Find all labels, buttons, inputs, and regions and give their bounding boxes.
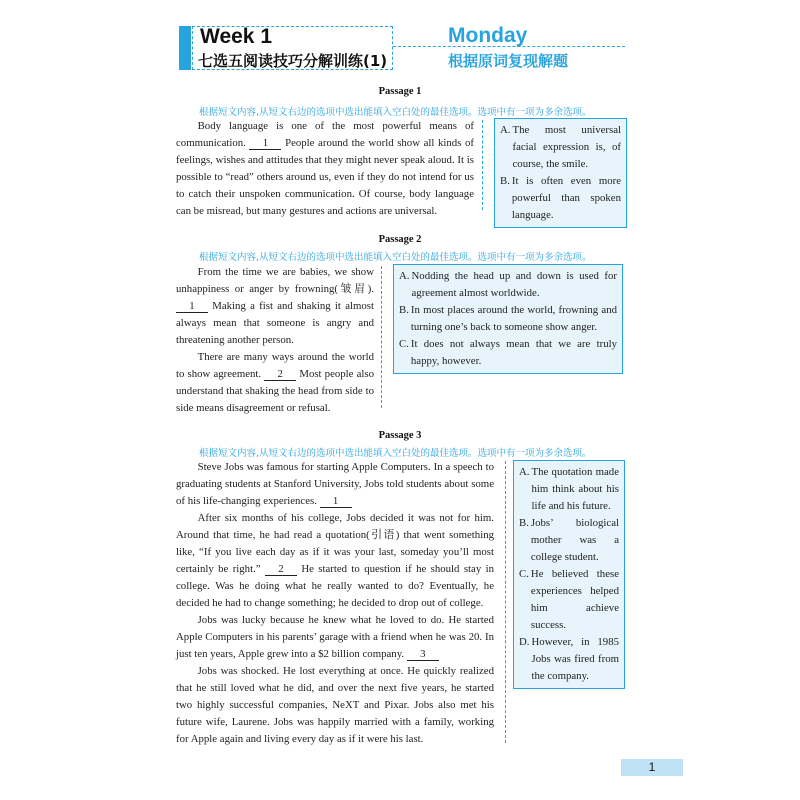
option-text: Jobs’ biological mother was a college student.	[530, 517, 619, 563]
passage-3-divider	[505, 461, 506, 743]
paragraph	[176, 612, 494, 663]
option-item	[519, 515, 619, 566]
option-item	[399, 336, 617, 370]
paragraph-text: People around the world show all kinds of feelings, wishes and attitudes that they might never speak aloud. It is possible to “read” others around us, even if they do not intend for us to catch their unspoken communication. Of course, body language can be misread, but many gestures and actions are universal.	[176, 137, 474, 217]
paragraph	[176, 459, 494, 510]
option-item	[500, 173, 621, 224]
option-item	[519, 634, 619, 685]
paragraph-text: Making a fist and shaking it almost always mean that someone is angry and threatening another person.	[176, 300, 374, 346]
paragraph	[176, 510, 494, 612]
option-text: It does not always mean that we are truly happy, however.	[410, 338, 617, 367]
passage-3-body	[176, 459, 494, 748]
paragraph	[176, 663, 494, 748]
paragraph-text: Most people also understand that shaking the head from side to side means disagreement or refusal.	[176, 368, 374, 414]
option-label: C.	[399, 338, 409, 350]
passage-1-title: Passage 1	[378, 86, 422, 97]
header-accent-bar	[179, 26, 191, 70]
passage-2-divider	[381, 266, 382, 408]
passage-1-body	[176, 118, 474, 220]
option-label: A.	[519, 466, 530, 478]
paragraph-text: After six months of his college, Jobs decided it was not for him. Around that time, he had read a quotation(引语) that went something like, “If you live each day as if it was your last, someday you’ll most certainly be right.”	[176, 512, 494, 575]
option-label: C.	[519, 568, 529, 580]
passage-2-title: Passage 2	[378, 234, 422, 245]
paragraph-text: Body language is one of the most powerful means of communication.	[176, 120, 474, 149]
answer-blank[interactable]: 1	[249, 137, 281, 150]
paragraph-text: Jobs was lucky because he knew what he loved to do. He started Apple Computers in his parents’ garage with a friend when he was 20. In just ten years, Apple grew into a $2 billion company.	[176, 614, 494, 660]
passage-1-divider	[482, 120, 483, 210]
passage-2-options	[393, 264, 623, 374]
paragraph-text: Jobs was shocked. He lost everything at once. He quickly realized that he still loved what he did, and over the next five years, he started two highly successful companies, NeXT and Pixar. Jobs also met his future wife, Laurene. Jobs was happily married with a family, working for Apple again and living every day as if it were his last.	[176, 665, 494, 745]
answer-blank[interactable]: 2	[265, 563, 297, 576]
passage-2-instruction: 根据短文内容,从短文右边的选项中选出能填入空白处的最佳选项。选项中有一项为多余选项。	[199, 252, 592, 263]
page-number: 1	[621, 759, 683, 776]
paragraph	[176, 264, 374, 349]
option-label: B.	[399, 304, 409, 316]
unit-subtitle: 七选五阅读技巧分解训练(1)	[198, 52, 388, 70]
option-item	[500, 122, 621, 173]
option-text: He believed these experiences helped him achieve success.	[530, 568, 619, 631]
day-subtitle: 根据原词复现解题	[448, 52, 569, 70]
paragraph	[176, 118, 474, 220]
option-label: B.	[500, 175, 510, 187]
paragraph-text: He started to question if he should stay in college. Was he doing what he really wanted to do? Eventually, he decided he had to change something; he decided to drop out of college.	[176, 563, 494, 609]
paragraph-text: There are many ways around the world to show agreement.	[176, 351, 374, 380]
passage-3-title: Passage 3	[378, 430, 422, 441]
option-item	[399, 268, 617, 302]
option-item	[399, 302, 617, 336]
passage-1-instruction: 根据短文内容,从短文右边的选项中选出能填入空白处的最佳选项。选项中有一项为多余选项。	[199, 107, 592, 118]
option-label: A.	[500, 124, 511, 136]
week-title: Week 1	[200, 25, 272, 48]
option-text: The most universal facial expression is, of course, the smile.	[512, 124, 621, 170]
paragraph-text: Steve Jobs was famous for starting Apple Computers. In a speech to graduating students at Stanford University, Jobs told students about some of his life-changing experiences.	[176, 461, 494, 507]
option-label: D.	[519, 636, 530, 648]
option-item	[519, 464, 619, 515]
option-label: B.	[519, 517, 529, 529]
option-text: Nodding the head up and down is used for agreement almost worldwide.	[411, 270, 617, 299]
option-label: A.	[399, 270, 410, 282]
option-text: The quotation made him think about his life and his future.	[531, 466, 619, 512]
paragraph-text: From the time we are babies, we show unhappiness or anger by frowning(皱眉).	[176, 266, 374, 295]
answer-blank[interactable]: 2	[264, 368, 296, 381]
answer-blank[interactable]: 1	[320, 495, 352, 508]
option-item	[519, 566, 619, 634]
passage-3-options	[513, 460, 625, 689]
day-title: Monday	[448, 24, 528, 47]
option-text: It is often even more powerful than spoken language.	[511, 175, 621, 221]
answer-blank[interactable]: 1	[176, 300, 208, 313]
option-text: However, in 1985 Jobs was fired from the company.	[531, 636, 619, 682]
passage-2-body	[176, 264, 374, 417]
passage-3-instruction: 根据短文内容,从短文右边的选项中选出能填入空白处的最佳选项。选项中有一项为多余选项。	[199, 448, 592, 459]
passage-1-options	[494, 118, 627, 228]
paragraph	[176, 349, 374, 417]
option-text: In most places around the world, frowning and turning one’s back to someone show anger.	[410, 304, 617, 333]
answer-blank[interactable]: 3	[407, 648, 439, 661]
